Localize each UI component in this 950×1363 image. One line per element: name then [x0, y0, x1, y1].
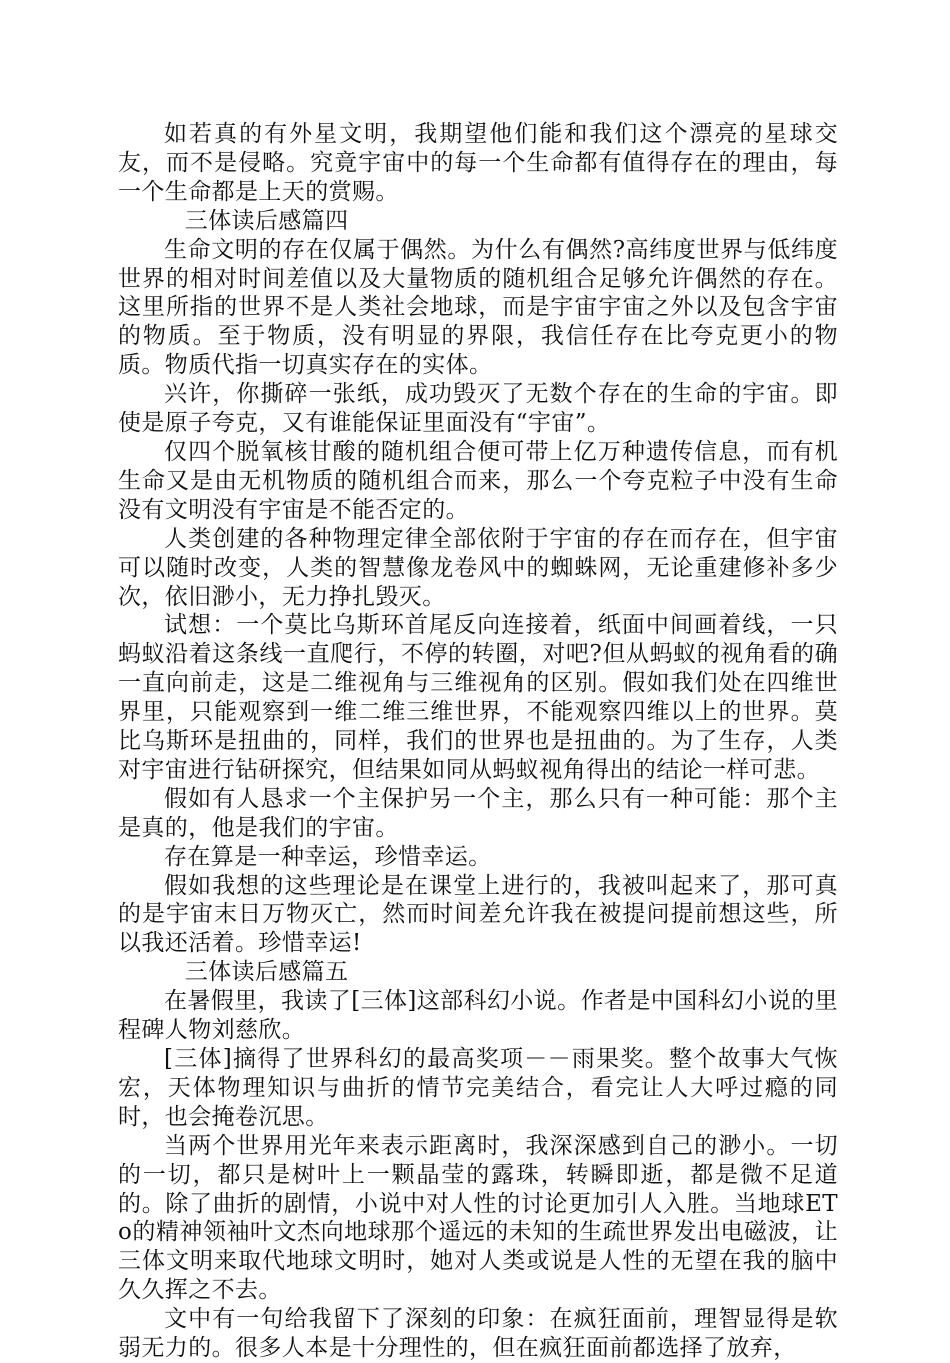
paragraph: 生命文明的存在仅属于偶然。为什么有偶然?高纬度世界与低纬度世界的相对时间差值以及大量物质的随机组合足够允许偶然的存在。这里所指的世界不是人类社会地球，而是宇宙宇宙之外以及包含宇宙的物质。至于物质，没有明显的界限，我信任存在比夸克更小的物质。物质代指一切真实存在的实体。 — [118, 236, 838, 379]
paragraph-closing-reflection: 如若真的有外星文明，我期望他们能和我们这个漂亮的星球交友，而不是侵略。究竟宇宙中的每一个生命都有值得存在的理由，每一个生命都是上天的赏赐。 — [118, 121, 838, 205]
paragraph: 假如有人恳求一个主保护另一个主，那么只有一种可能：那个主是真的，他是我们的宇宙。 — [118, 785, 838, 841]
paragraph: 试想：一个莫比乌斯环首尾反向连接着，纸面中间画着线，一只蚂蚁沿着这条线一直爬行，不停的转圈，对吧?但从蚂蚁的视角看的确一直向前走，这是二维视角与三维视角的区别。假如我们处在四维世界里，只能观察到一维二维三维世界，不能观察四维以上的世界。莫比乌斯环是扭曲的，同样，我们的世界也是扭曲的。为了生存，人类对宇宙进行钻研探究，但结果如同从蚂蚁视角得出的结论一样可悲。 — [118, 612, 838, 783]
paragraph: 文中有一句给我留下了深刻的印象：在疯狂面前，理智显得是软弱无力的。很多人本是十分理性的，但在疯狂面前都选择了放弃， — [118, 1306, 838, 1362]
paragraph: 在暑假里，我读了[三体]这部科幻小说。作者是中国科幻小说的里程碑人物刘慈欣。 — [118, 988, 838, 1044]
section-heading-part-five: 三体读后感篇五 — [184, 959, 349, 986]
paragraph: 人类创建的各种物理定律全部依附于宇宙的存在而存在，但宇宙可以随时改变，人类的智慧像龙卷风中的蜘蛛网，无论重建修补多少次，依旧渺小，无力挣扎毁灭。 — [118, 525, 838, 610]
paragraph: 兴许，你撕碎一张纸，成功毁灭了无数个存在的生命的宇宙。即使是原子夸克，又有谁能保证里面没有“宇宙”。 — [118, 381, 838, 437]
paragraph: 仅四个脱氧核甘酸的随机组合便可带上亿万种遗传信息，而有机生命又是由无机物质的随机组合而来，那么一个夸克粒子中没有生命没有文明没有宇宙是不能否定的。 — [118, 438, 838, 523]
section-heading-part-four: 三体读后感篇四 — [184, 207, 349, 234]
document-page — [118, 120, 838, 1363]
paragraph: 当两个世界用光年来表示距离时，我深深感到自己的渺小。一切的一切，都只是树叶上一颗晶莹的露珠，转瞬即逝，都是微不足道的。除了曲折的剧情，小说中对人性的讨论更加引人入胜。当地球ETo的精神领袖叶文杰向地球那个遥远的未知的生疏世界发出电磁波，让三体文明来取代地球文明时，她对人类或说是人性的无望在我的脑中久久挥之不去。 — [118, 1132, 838, 1304]
paragraph: [三体]摘得了世界科幻的最高奖项－－雨果奖。整个故事大气恢宏，天体物理知识与曲折的情节完美结合，看完让人大呼过瘾的同时，也会掩卷沉思。 — [118, 1046, 838, 1130]
paragraph: 存在算是一种幸运，珍惜幸运。 — [164, 843, 492, 870]
paragraph: 假如我想的这些理论是在课堂上进行的，我被叫起来了，那可真的是宇宙末日万物灭亡，然而时间差允许我在被提问提前想这些，所以我还活着。珍惜幸运! — [118, 872, 838, 957]
